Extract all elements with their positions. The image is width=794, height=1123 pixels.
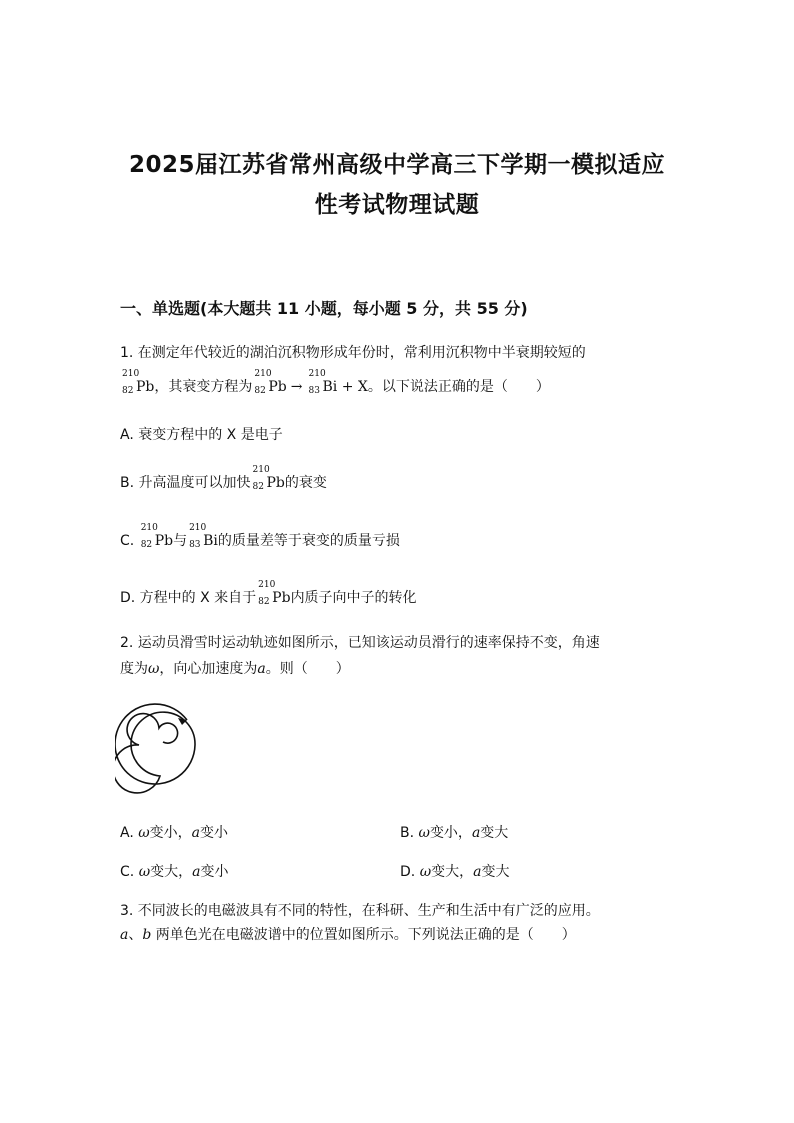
q3-stem-line-2: a、b 两单色光在电磁波谱中的位置如图所示。下列说法正确的是（ ） [120,927,576,943]
q2-option-c: C. ω变大，a变小 [120,864,229,880]
q1-option-b: B. 升高温度可以加快 210 82 Pb的衰变 [120,465,327,492]
q2-option-a: A. ω变小，a变小 [120,825,229,841]
nuclide-bi: 210 83 Bi [308,369,338,396]
q1-option-a: A. 衰变方程中的 X 是电子 [120,427,283,443]
spiral-trajectory-figure [115,700,210,795]
q2-option-d: D. ω变大，a变大 [400,864,510,880]
document-title-line-2: 性考试物理试题 [314,192,480,218]
spiral-path [115,704,195,793]
section-heading: 一、单选题(本大题共 11 小题，每小题 5 分，共 55 分) [120,299,528,318]
nuclide-pb: 210 82 Pb [122,369,155,396]
nuclide-pb: 210 82 Pb [254,369,287,396]
q1-stem-line-2: 210 82 Pb，其衰变方程为 210 82 Pb → 210 83 Bi + X。以下说法正确的是（ ） [122,369,550,396]
q2-option-b: B. ω变小，a变大 [400,825,509,841]
q2-stem-line-1: 2. 运动员滑雪时运动轨迹如图所示，已知该运动员滑行的速率保持不变，角速 [120,635,600,651]
q1-option-c: C. 210 82 Pb与 210 83 Bi的质量差等于衰变的质量亏损 [120,523,400,550]
q1-option-d: D. 方程中的 X 来自于 210 82 Pb内质子向中子的转化 [120,580,417,607]
nuclide-pb: 210 82 Pb [258,580,291,607]
nuclide-bi: 210 83 Bi [189,523,218,550]
q3-stem-line-1: 3. 不同波长的电磁波具有不同的特性，在科研、生产和生活中有广泛的应用。 [120,903,600,919]
nuclide-pb: 210 82 Pb [252,465,285,492]
document-title-line-1: 2025届江苏省常州高级中学高三下学期一模拟适应 [128,152,665,178]
q2-stem-line-2: 度为ω，向心加速度为a。则（ ） [120,661,350,677]
reaction-arrow: → [290,379,303,395]
q1-stem-line-1: 1. 在测定年代较近的湖泊沉积物形成年份时，常利用沉积物中半衰期较短的 [120,345,586,361]
nuclide-pb: 210 82 Pb [140,523,174,550]
